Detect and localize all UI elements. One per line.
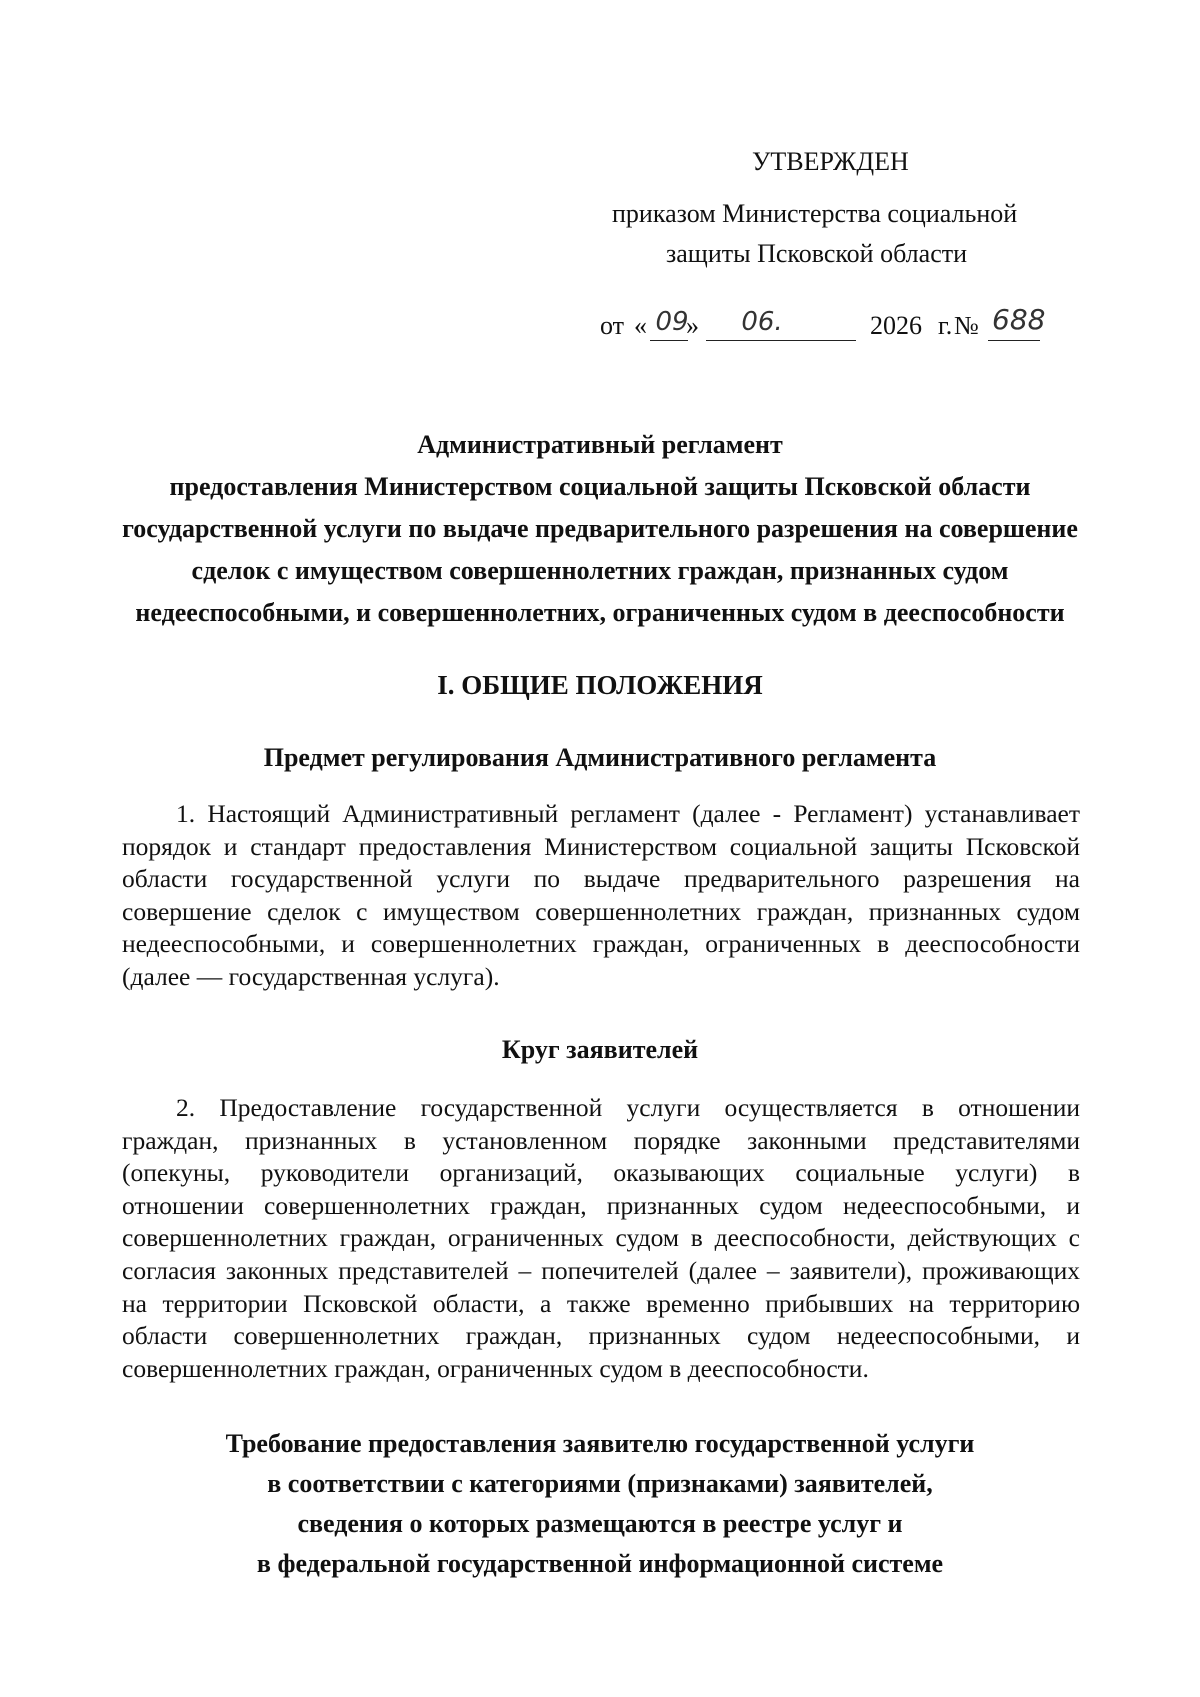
document-title-line: предоставления Министерством социальной защиты Псковской области (169, 472, 1031, 501)
approval-date-line (600, 303, 1080, 350)
subheading-requirement-line: в федеральной государственной информационной системе (256, 1549, 944, 1578)
date-year: 2026 (870, 311, 922, 340)
handwritten-day: 09 (655, 307, 689, 337)
subheading-requirement-line: в соответствии с категориями (признаками) заявителей, (267, 1469, 933, 1498)
paragraph-line: согласия законных представителей – попечителей (далее – заявители), проживающих (122, 1255, 1080, 1285)
paragraph-line: (опекуны, руководители организаций, оказывающих социальные услуги) в (122, 1158, 1080, 1188)
paragraph-line: совершеннолетних граждан, ограниченных судом в дееспособности. (122, 1353, 869, 1383)
paragraph-1 (122, 798, 1080, 994)
handwritten-order-number: 688 (992, 303, 1046, 336)
date-quote-close: » (686, 311, 699, 340)
paragraph-line: (далее — государственная услуга). (122, 961, 500, 991)
subheading-requirement (100, 1424, 1100, 1584)
approval-title: УТВЕРЖДЕН (752, 147, 909, 176)
subheading-subject: Предмет регулирования Административного регламента (263, 743, 937, 772)
document-title-line: Административный регламент (417, 430, 783, 459)
day-underline (650, 340, 688, 341)
document-title (100, 424, 1100, 634)
date-year-suffix: г. (938, 311, 953, 340)
date-quote-open: « (634, 311, 647, 340)
paragraph-line: порядок и стандарт предоставления Министерством социальной защиты Псковской (122, 831, 1080, 861)
subheading-applicants: Круг заявителей (501, 1035, 699, 1064)
document-title-line: сделок с имуществом совершеннолетних граждан, признанных судом (191, 556, 1009, 585)
paragraph-line: на территории Псковской области, а также временно прибывших на территорию (122, 1288, 1080, 1318)
approval-order-line-2: защиты Псковской области (666, 239, 968, 268)
month-underline (706, 340, 856, 341)
subheading-requirement-line: Требование предоставления заявителю государственной услуги (225, 1429, 975, 1458)
order-number-underline (988, 340, 1040, 341)
subheading-requirement-line: сведения о которых размещаются в реестре услуг и (297, 1509, 903, 1538)
paragraph-line: области государственной услуги по выдаче предварительного разрешения на (122, 864, 1080, 894)
paragraph-line: совершеннолетних граждан, ограниченных судом в дееспособности, действующих с (122, 1223, 1080, 1253)
paragraph-2 (122, 1092, 1080, 1385)
paragraph-line: области совершеннолетних граждан, признанных судом недееспособными, и (122, 1321, 1080, 1351)
paragraph-line: отношении совершеннолетних граждан, признанных судом недееспособными, и (122, 1190, 1080, 1220)
date-from-word: от (600, 311, 625, 340)
approval-order-line-1: приказом Министерства социальной (612, 199, 1018, 228)
paragraph-line: совершение сделок с имуществом совершеннолетних граждан, признанных судом (122, 896, 1080, 926)
paragraph-line: граждан, признанных в установленном порядке законными представителями (122, 1125, 1080, 1155)
document-title-line: недееспособными, и совершеннолетних, ограниченных судом в дееспособности (135, 598, 1065, 627)
document-title-line: государственной услуги по выдаче предварительного разрешения на совершение (122, 514, 1078, 543)
handwritten-month: 06. (741, 307, 783, 337)
paragraph-line: 1. Настоящий Административный регламент (далее - Регламент) устанавливает (176, 799, 1080, 828)
section-heading: I. ОБЩИЕ ПОЛОЖЕНИЯ (437, 670, 763, 700)
paragraph-line: недееспособными, и совершеннолетних граждан, ограниченных в дееспособности (122, 929, 1080, 959)
paragraph-line: 2. Предоставление государственной услуги осуществляется в отношении (176, 1093, 1080, 1122)
number-sign: № (954, 311, 979, 340)
